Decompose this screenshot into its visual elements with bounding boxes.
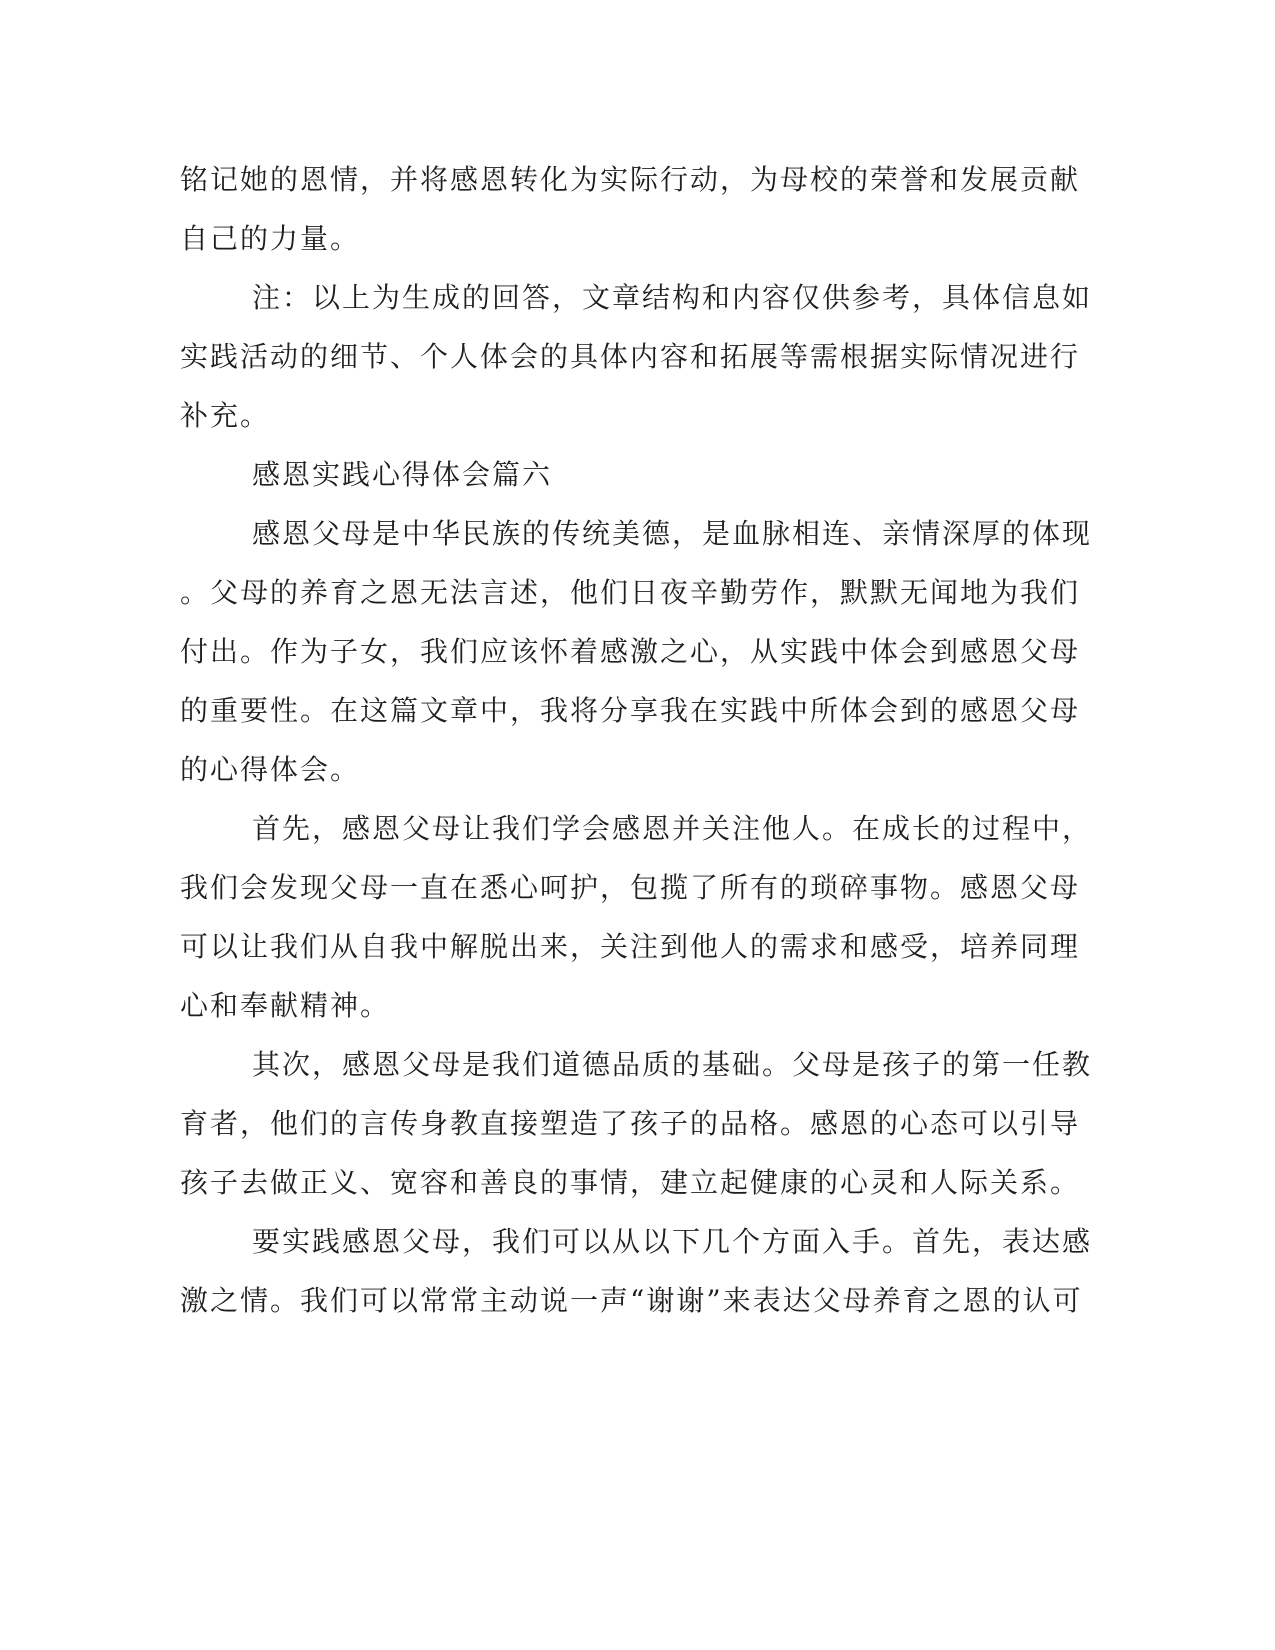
text-line: 。父母的养育之恩无法言述，他们日夜辛勤劳作，默默无闻地为我们 <box>180 576 1081 609</box>
paragraph-note <box>180 268 1093 445</box>
text-line: 心和奉献精神。 <box>180 989 391 1022</box>
text-line: 注：以上为生成的回答，文章结构和内容仅供参考，具体信息如 <box>252 281 1093 314</box>
text-line: 孩子去做正义、宽容和善良的事情，建立起健康的心灵和人际关系。 <box>180 1166 1081 1199</box>
text-line: 实践活动的细节、个人体会的具体内容和拓展等需根据实际情况进行 <box>180 340 1081 373</box>
text-line: 补充。 <box>180 399 271 432</box>
text-line: 可以让我们从自我中解脱出来，关注到他人的需求和感受，培养同理 <box>180 930 1081 963</box>
text-line: 激之情。我们可以常常主动说一声“谢谢”来表达父母养育之恩的认可 <box>180 1284 1083 1317</box>
heading-text: 感恩实践心得体会篇六 <box>252 458 553 491</box>
paragraph-first <box>180 799 1093 1035</box>
text-line: 自己的力量。 <box>180 222 361 255</box>
text-line: 的重要性。在这篇文章中，我将分享我在实践中所体会到的感恩父母 <box>180 694 1081 727</box>
text-line: 铭记她的恩情，并将感恩转化为实际行动，为母校的荣誉和发展贡献 <box>180 163 1081 196</box>
document-body <box>180 150 1093 1330</box>
paragraph-second <box>180 1035 1093 1212</box>
text-line: 付出。作为子女，我们应该怀着感激之心，从实践中体会到感恩父母 <box>180 635 1081 668</box>
text-line: 育者，他们的言传身教直接塑造了孩子的品格。感恩的心态可以引导 <box>180 1107 1081 1140</box>
text-line: 其次，感恩父母是我们道德品质的基础。父母是孩子的第一任教 <box>252 1048 1093 1081</box>
text-line: 感恩父母是中华民族的传统美德，是血脉相连、亲情深厚的体现 <box>252 517 1093 550</box>
text-line: 我们会发现父母一直在悉心呵护，包揽了所有的琐碎事物。感恩父母 <box>180 871 1081 904</box>
section-heading <box>180 445 1040 504</box>
paragraph-intro <box>180 504 1093 799</box>
text-line: 要实践感恩父母，我们可以从以下几个方面入手。首先，表达感 <box>252 1225 1093 1258</box>
text-line: 首先，感恩父母让我们学会感恩并关注他人。在成长的过程中， <box>252 812 1093 845</box>
paragraph-continuation <box>180 150 1081 268</box>
paragraph-practice <box>180 1212 1093 1330</box>
text-line: 的心得体会。 <box>180 753 361 786</box>
